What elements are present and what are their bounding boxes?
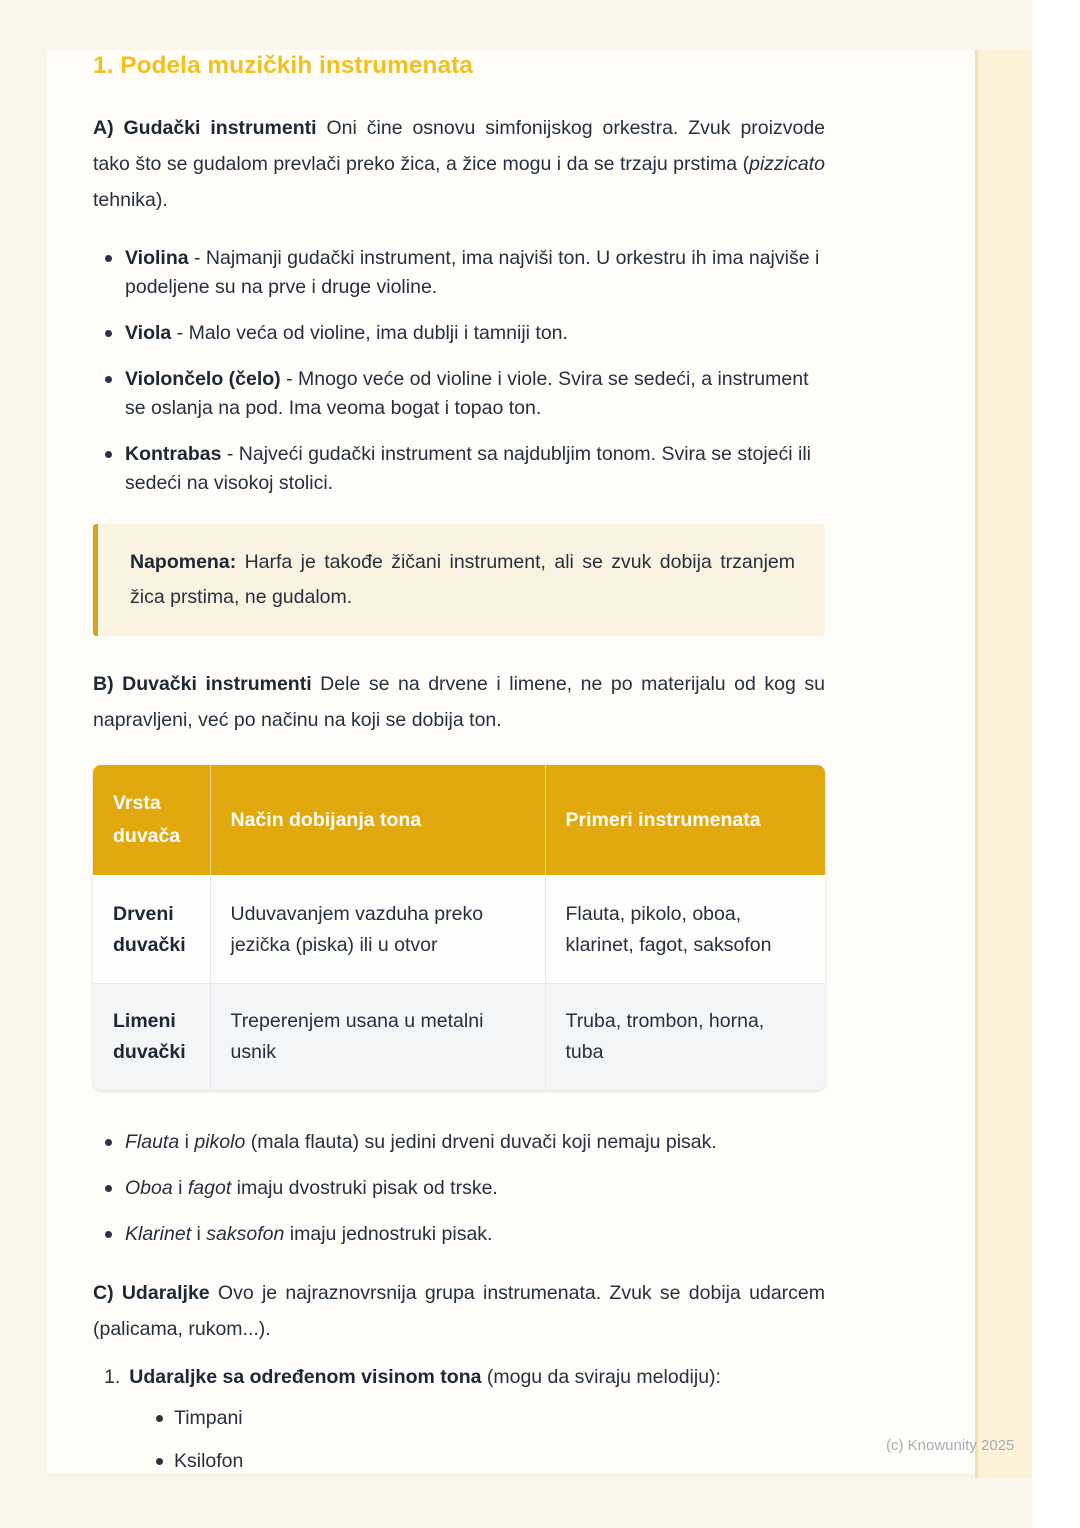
- section-b-text: Dele se na drvene i limene, ne po materijalu od kog su napravljeni, već po načinu na koji se dobija ton.: [93, 673, 825, 731]
- list-item-text: (mala flauta) su jedini drveni duvači koji nemaju pisak.: [245, 1131, 717, 1153]
- section-c-text: Ovo je najraznovrsnija grupa instrumenata. Zvuk se dobija udarcem (palicama, rukom...).: [93, 1282, 825, 1340]
- instrument-name: saksofon: [206, 1223, 285, 1245]
- page-title: 1. Podela muzičkih instrumenata: [93, 52, 473, 79]
- instrument-desc: - Najmanji gudački instrument, ima najviši ton. U orkestru ih ima najviše i podeljene su na prve i druge violine.: [125, 247, 820, 298]
- list-item: [93, 244, 825, 302]
- instrument-name: Timpani: [174, 1407, 243, 1429]
- list-item: [93, 1128, 825, 1157]
- section-a-text: Oni čine osnovu simfonijskog orkestra. Zvuk proizvode tako što se gudalom prevlači preko žica, a žice mogu i da se trzaju prstima (: [93, 117, 826, 175]
- list-item: [147, 1447, 825, 1476]
- table-header-row: [93, 765, 825, 876]
- table-row: [93, 876, 825, 984]
- table-cell-method: Uduvavanjem vazduha preko jezička (piska) ili u otvor: [210, 876, 545, 984]
- list-item-text: imaju jednostruki pisak.: [284, 1223, 493, 1245]
- table-row: [93, 984, 825, 1091]
- list-item-text: imaju dvostruki pisak od trske.: [231, 1177, 498, 1199]
- list-item-text: i: [191, 1223, 207, 1245]
- instrument-desc: - Najveći gudački instrument sa najdubljim tonom. Svira se stojeći ili sedeći na visokoj stolici.: [125, 443, 812, 494]
- decorative-side-strip: [975, 50, 1032, 1478]
- table-cell-method: Treperenjem usana u metalni usnik: [210, 984, 545, 1091]
- instrument-name: pikolo: [194, 1131, 246, 1153]
- numbered-item: [93, 1363, 825, 1476]
- instrument-name: Klarinet: [125, 1223, 192, 1245]
- pizzicato-term: pizzicato: [749, 153, 825, 175]
- list-item: [147, 1404, 825, 1433]
- pitched-percussion-list: [147, 1404, 825, 1476]
- instrument-term: Kontrabas: [125, 443, 222, 465]
- section-c-heading: C) Udaraljke: [93, 1282, 210, 1304]
- instrument-term: Viola: [125, 322, 172, 344]
- list-item-text: i: [179, 1131, 195, 1153]
- section-a-text-end: tehnika).: [93, 189, 168, 211]
- section-a-heading: A) Gudački instrumenti: [93, 117, 317, 139]
- note-callout: [93, 524, 825, 636]
- string-instruments-list: [93, 244, 825, 498]
- section-b-paragraph: [93, 666, 825, 738]
- numbered-item-text: (mogu da sviraju melodiju):: [481, 1366, 721, 1388]
- table-header-cell: Primeri instrumenata: [545, 765, 825, 876]
- document-content: [93, 52, 825, 1490]
- instrument-desc: - Malo veća od violine, ima dublji i tamniji ton.: [171, 322, 568, 344]
- list-item: [93, 1174, 825, 1203]
- table-header-cell: Vrsta duvača: [93, 765, 210, 876]
- wind-notes-list: [93, 1128, 825, 1249]
- instrument-term: Violina: [125, 247, 189, 269]
- section-b-heading: B) Duvački instrumenti: [93, 673, 312, 695]
- table-header-cell: Način dobijanja tona: [210, 765, 545, 876]
- table-cell-type: Drveni duvački: [93, 876, 210, 984]
- list-item: [93, 440, 825, 498]
- list-item: [93, 365, 825, 423]
- note-label: Napomena:: [130, 551, 237, 573]
- list-item: [93, 1220, 825, 1249]
- section-a-paragraph: [93, 110, 825, 218]
- instrument-name: Ksilofon: [174, 1450, 244, 1472]
- copyright-watermark: (c) Knowunity 2025: [886, 1437, 1015, 1454]
- instrument-name: Oboa: [125, 1177, 173, 1199]
- list-item: [93, 319, 825, 348]
- instrument-name: Flauta: [125, 1131, 180, 1153]
- table-cell-examples: Truba, trombon, horna, tuba: [545, 984, 825, 1091]
- list-item-text: i: [172, 1177, 188, 1199]
- instrument-name: fagot: [187, 1177, 232, 1199]
- wind-instruments-table: [93, 765, 825, 1090]
- numbered-item-heading: Udaraljke sa određenom visinom tona: [129, 1366, 482, 1388]
- note-text: Harfa je takođe žičani instrument, ali se zvuk dobija trzanjem žica prstima, ne gudalom.: [130, 551, 795, 608]
- number-marker: 1.: [104, 1366, 121, 1388]
- table-cell-type: Limeni duvački: [93, 984, 210, 1091]
- table-cell-examples: Flauta, pikolo, oboa, klarinet, fagot, saksofon: [545, 876, 825, 984]
- section-c-paragraph: [93, 1275, 825, 1347]
- instrument-desc: - Mnogo veće od violine i viole. Svira se sedeći, a instrument se oslanja na pod. Ima veoma bogat i topao ton.: [125, 368, 809, 419]
- instrument-term: Violončelo (čelo): [125, 368, 281, 390]
